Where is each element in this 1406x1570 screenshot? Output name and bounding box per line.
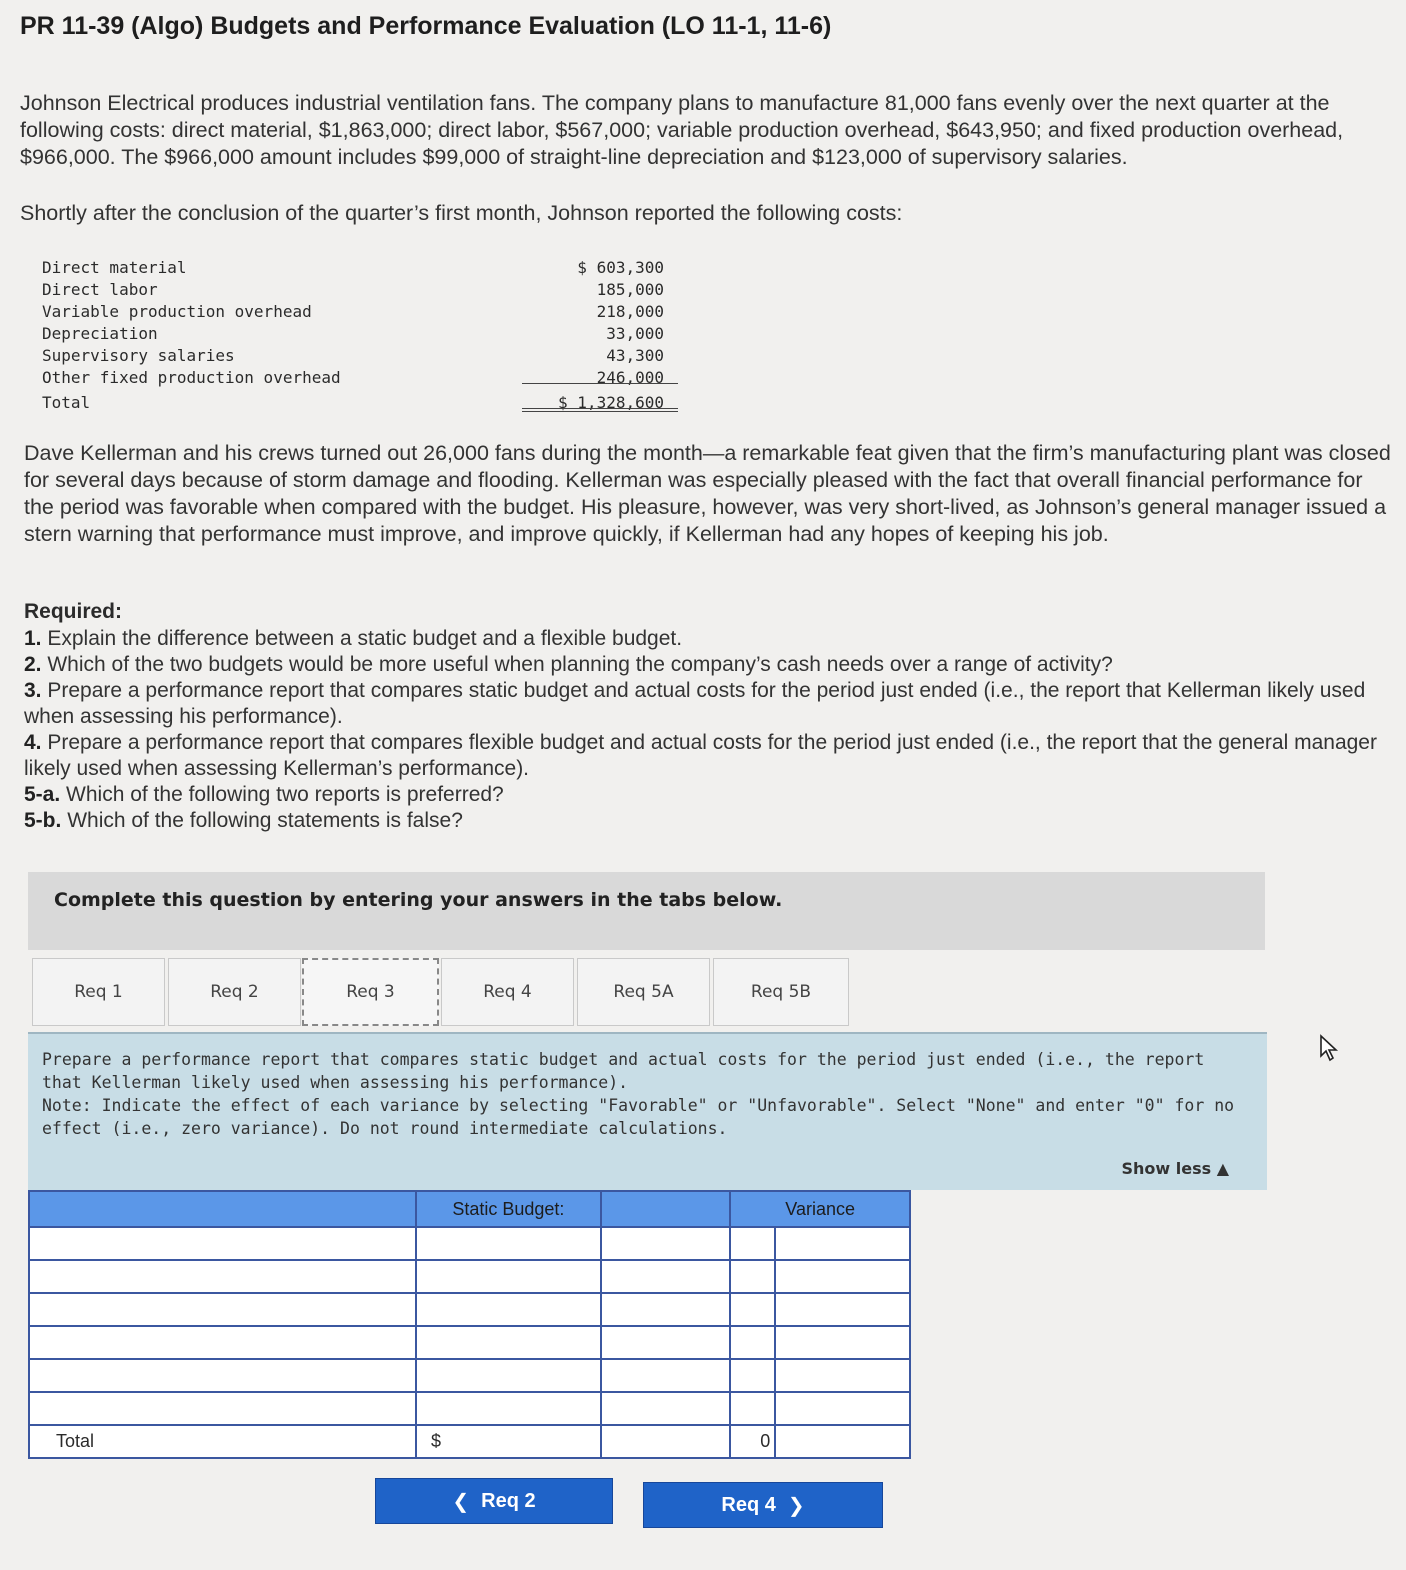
effect-select[interactable] bbox=[775, 1260, 910, 1293]
tab-req-3[interactable]: Req 3 bbox=[302, 958, 439, 1026]
cost-row: Supervisory salaries 43,300 bbox=[42, 346, 664, 365]
costs-intro: Shortly after the conclusion of the quarter’s first month, Johnson reported the following costs: bbox=[20, 201, 903, 225]
budget-input[interactable] bbox=[416, 1260, 601, 1293]
table-row bbox=[29, 1293, 910, 1326]
required-item: 2. Which of the two budgets would be more useful when planning the company’s cash needs over a range of activity? bbox=[24, 653, 1113, 676]
chevron-right-icon: ❯ bbox=[787, 1494, 805, 1517]
actual-input[interactable] bbox=[601, 1293, 731, 1326]
actual-input[interactable] bbox=[601, 1359, 731, 1392]
required-item: 5-a. Which of the following two reports is preferred? bbox=[24, 783, 504, 806]
cost-report bbox=[42, 258, 682, 415]
actual-input[interactable] bbox=[601, 1260, 731, 1293]
tab-req-5b[interactable]: Req 5B bbox=[713, 958, 849, 1026]
table-row bbox=[29, 1326, 910, 1359]
label-select[interactable] bbox=[29, 1359, 416, 1392]
label-select[interactable] bbox=[29, 1260, 416, 1293]
required-item: 3. Prepare a performance report that compares static budget and actual costs for the period just ended (i.e., the report that Kellerman likely used when assessing his performance). bbox=[24, 679, 1366, 728]
label-select[interactable] bbox=[29, 1293, 416, 1326]
next-req-button[interactable]: Req 4 ❯ bbox=[643, 1482, 883, 1528]
table-row bbox=[29, 1227, 910, 1260]
variance-input[interactable] bbox=[730, 1293, 775, 1326]
total-effect bbox=[775, 1425, 910, 1458]
table-row bbox=[29, 1359, 910, 1392]
total-budget: $ bbox=[416, 1425, 601, 1458]
variance-input[interactable] bbox=[730, 1227, 775, 1260]
required-item: 5-b. Which of the following statements is false? bbox=[24, 809, 463, 832]
header-label bbox=[29, 1191, 416, 1227]
prev-req-button[interactable]: ❮ Req 2 bbox=[375, 1478, 613, 1524]
budget-input[interactable] bbox=[416, 1293, 601, 1326]
required-item: 1. Explain the difference between a static budget and a flexible budget. bbox=[24, 627, 683, 650]
total-double-rule bbox=[522, 408, 678, 409]
budget-input[interactable] bbox=[416, 1326, 601, 1359]
total-actual bbox=[601, 1425, 731, 1458]
header-blank bbox=[601, 1191, 731, 1227]
tab-req-2[interactable]: Req 2 bbox=[168, 958, 301, 1026]
note-text: Note: Indicate the effect of each variance by selecting "Favorable" or "Unfavorable". Select "None" and enter "0" for no effect (i.e., zero variance). Do not round intermediate calculations. bbox=[42, 1096, 1235, 1138]
page-title: PR 11-39 (Algo) Budgets and Performance Evaluation (LO 11-1, 11-6) bbox=[20, 12, 832, 40]
label-select[interactable] bbox=[29, 1392, 416, 1425]
cost-row: Direct material $ 603,300 bbox=[42, 258, 664, 277]
effect-select[interactable] bbox=[775, 1293, 910, 1326]
complete-prompt: Complete this question by entering your answers in the tabs below. bbox=[54, 889, 783, 911]
chevron-left-icon: ❮ bbox=[452, 1490, 470, 1513]
budget-input[interactable] bbox=[416, 1392, 601, 1425]
label-select[interactable] bbox=[29, 1227, 416, 1260]
label-select[interactable] bbox=[29, 1326, 416, 1359]
variance-input[interactable] bbox=[730, 1359, 775, 1392]
performance-report-table bbox=[28, 1190, 911, 1459]
budget-input[interactable] bbox=[416, 1359, 601, 1392]
subtotal-rule bbox=[522, 383, 678, 384]
triangle-up-icon: ▲ bbox=[1216, 1159, 1229, 1178]
table-total-row bbox=[29, 1425, 910, 1458]
effect-select[interactable] bbox=[775, 1227, 910, 1260]
variance-input[interactable] bbox=[730, 1392, 775, 1425]
header-static-budget: Static Budget: bbox=[416, 1191, 601, 1227]
table-row bbox=[29, 1392, 910, 1425]
effect-select[interactable] bbox=[775, 1392, 910, 1425]
instruction-text: Prepare a performance report that compares static budget and actual costs for the period just ended (i.e., the report that Kellerman likely used when assessing his performance). bbox=[42, 1050, 1205, 1092]
required-list bbox=[24, 626, 1394, 834]
required-heading: Required: bbox=[24, 600, 123, 623]
cost-row: Depreciation 33,000 bbox=[42, 324, 664, 343]
total-variance: 0 bbox=[730, 1425, 775, 1458]
actual-input[interactable] bbox=[601, 1392, 731, 1425]
mouse-cursor-icon bbox=[1318, 1034, 1342, 1062]
cost-row: Other fixed production overhead 246,000 bbox=[42, 368, 664, 387]
actual-input[interactable] bbox=[601, 1326, 731, 1359]
required-item: 4. Prepare a performance report that compares flexible budget and actual costs for the period just ended (i.e., the report that the general manager likely used when assessing Kellerman’s performance). bbox=[24, 731, 1377, 780]
effect-select[interactable] bbox=[775, 1359, 910, 1392]
actual-input[interactable] bbox=[601, 1227, 731, 1260]
table-header-row bbox=[29, 1191, 910, 1227]
tab-req-5a[interactable]: Req 5A bbox=[577, 958, 710, 1026]
intro-paragraph: Johnson Electrical produces industrial ventilation fans. The company plans to manufacture 81,000 fans evenly over the next quarter at the following costs: direct material, $1,863,000; direct labor, $567,000; variable production overhead, $643,950; and fixed production overhead, $966,000. The $966,000 amount includes $99,000 of straight-line depreciation and $123,000 of supervisory salaries. bbox=[20, 91, 1344, 169]
tab-req-4[interactable]: Req 4 bbox=[441, 958, 574, 1026]
header-variance: Variance bbox=[730, 1191, 910, 1227]
cost-total-row: Total $ 1,328,600 bbox=[42, 393, 664, 412]
variance-input[interactable] bbox=[730, 1260, 775, 1293]
effect-select[interactable] bbox=[775, 1326, 910, 1359]
table-row bbox=[29, 1260, 910, 1293]
tab-req-1[interactable]: Req 1 bbox=[32, 958, 165, 1026]
question-instructions bbox=[28, 1032, 1267, 1190]
show-less-toggle[interactable]: Show less ▲ bbox=[1121, 1159, 1229, 1178]
cost-row: Direct labor 185,000 bbox=[42, 280, 664, 299]
budget-input[interactable] bbox=[416, 1227, 601, 1260]
variance-input[interactable] bbox=[730, 1326, 775, 1359]
story-paragraph: Dave Kellerman and his crews turned out 26,000 fans during the month—a remarkable feat given that the firm’s manufacturing plant was closed for several days because of storm damage and flooding. Kellerman was especially pleased with the fact that overall financial performance for the period was favorable when compared with the budget. His pleasure, however, was very short-lived, as Johnson’s general manager issued a stern warning that performance must improve, and improve quickly, if Kellerman had any hopes of keeping his job. bbox=[24, 441, 1391, 546]
total-double-rule bbox=[522, 411, 678, 412]
cost-row: Variable production overhead 218,000 bbox=[42, 302, 664, 321]
total-label: Total bbox=[29, 1425, 416, 1458]
instructions-banner bbox=[28, 872, 1265, 950]
